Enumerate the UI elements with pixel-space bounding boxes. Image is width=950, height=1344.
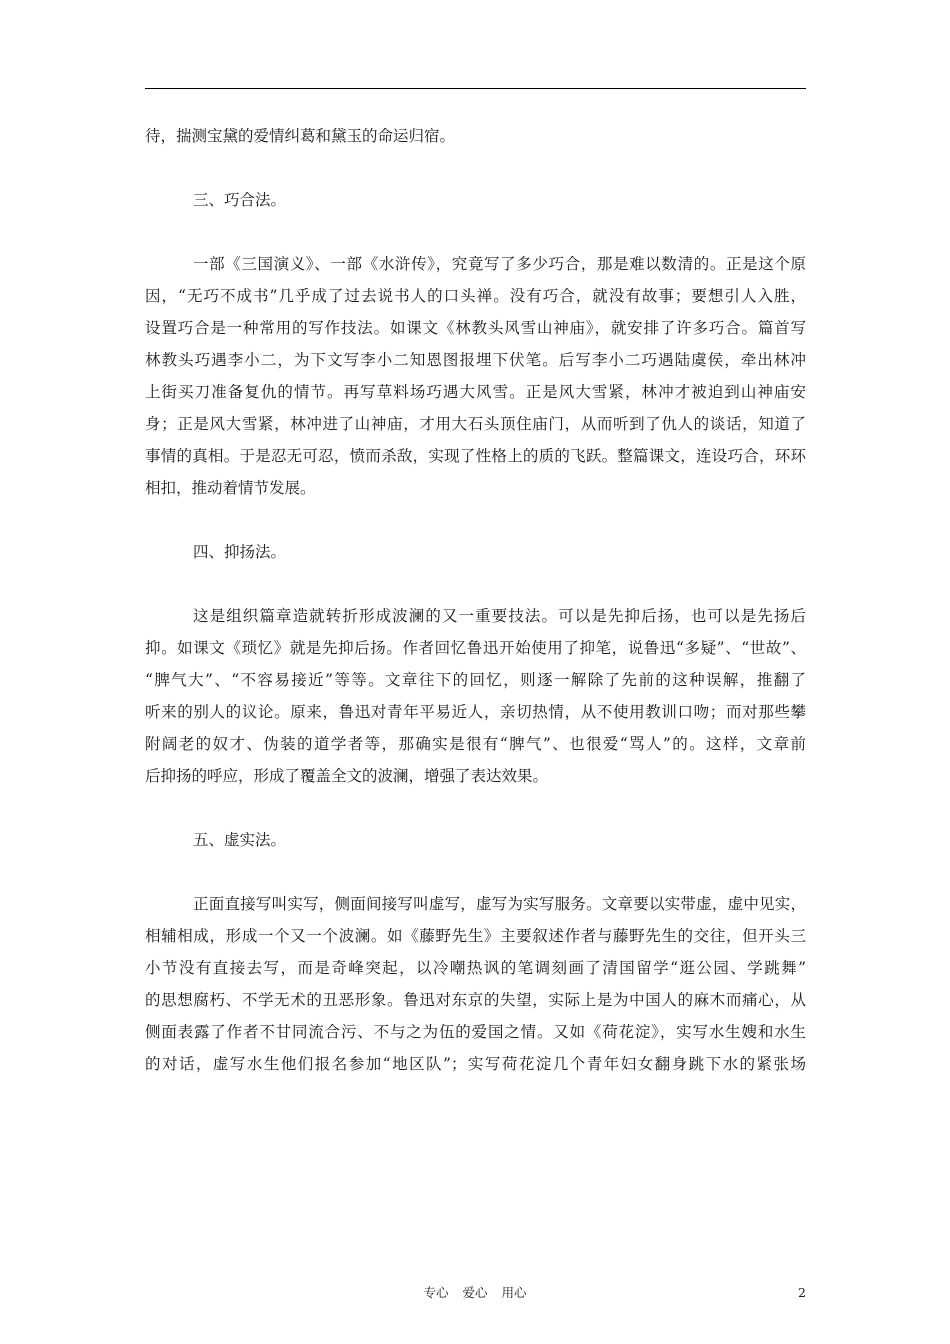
body-text-line: 后抑扬的呼应，形成了覆盖全文的波澜，增强了表达效果。 — [145, 767, 549, 785]
body-text-line: 侧面表露了作者不甘同流合污、不与之为伍的爱国之情。又如《荷花淀》，实写水生嫂和水生 — [145, 1023, 806, 1041]
body-text-line: 因，“无巧不成书”几乎成了过去说书人的口头禅。没有巧合，就没有故事；要想引人入胜， — [145, 287, 806, 305]
body-text-line: 听来的别人的议论。原来，鲁迅对青年平易近人，亲切热情，从不使用教训口吻；而对那些攀 — [145, 703, 806, 721]
body-text-line: 待，揣测宝黛的爱情纠葛和黛玉的命运归宿。 — [145, 127, 456, 145]
body-text-line: 林教头巧遇李小二，为下文写李小二知恩图报埋下伏笔。后写李小二巧遇陆虞侯，牵出林冲 — [145, 351, 806, 369]
body-text-line: 身；正是风大雪紧，林冲进了山神庙，才用大石头顶住庙门，从而听到了仇人的谈话，知道了 — [145, 415, 806, 433]
document-body — [145, 120, 806, 1080]
paragraph-gap — [145, 792, 806, 824]
body-text-line: 上街买刀准备复仇的情节。再写草料场巧遇大风雪。正是风大雪紧，林冲才被迫到山神庙安 — [145, 383, 806, 401]
page-number: 2 — [798, 1285, 806, 1300]
paragraph-gap — [145, 216, 806, 248]
footer-slogan: 专心 爱心 用心 — [423, 1285, 527, 1300]
section-heading: 三、巧合法。 — [193, 191, 287, 209]
body-text-line: 设置巧合是一种常用的写作技法。如课文《林教头风雪山神庙》，就安排了许多巧合。篇首写 — [145, 319, 806, 337]
section-heading: 五、虚实法。 — [193, 831, 287, 849]
body-text-line: 相辅相成，形成一个又一个波澜。如《藤野先生》主要叙述作者与藤野先生的交往，但开头三 — [145, 927, 806, 945]
page-footer — [0, 1281, 950, 1305]
body-text-line: 小节没有直接去写，而是奇峰突起，以冷嘲热讽的笔调刻画了清国留学“逛公园、学跳舞” — [145, 959, 806, 977]
body-text-line: 相扣，推动着情节发展。 — [145, 479, 316, 497]
body-text-line: 正面直接写叫实写，侧面间接写叫虚写，虚写为实写服务。文章要以实带虚，虚中见实， — [193, 895, 806, 913]
paragraph-gap — [145, 152, 806, 184]
body-text-line: 事情的真相。于是忍无可忍，愤而杀敌，实现了性格上的质的飞跃。整篇课文，连设巧合，环环 — [145, 447, 806, 465]
body-text-line: 附阔老的奴才、伪装的道学者等，那确实是很有“脾气”、也很爱“骂人”的。这样，文章前 — [145, 735, 806, 753]
paragraph-gap — [145, 568, 806, 600]
body-text-line: 的思想腐朽、不学无术的丑恶形象。鲁迅对东京的失望，实际上是为中国人的麻木而痛心，从 — [145, 991, 806, 1009]
body-text-line: 的对话，虚写水生他们报名参加“地区队”；实写荷花淀几个青年妇女翻身跳下水的紧张场 — [145, 1055, 806, 1073]
header-rule — [145, 88, 806, 89]
paragraph-gap — [145, 504, 806, 536]
body-text-line: “脾气大”、“不容易接近”等等。文章往下的回忆，则逐一解除了先前的这种误解，推翻了 — [145, 671, 806, 689]
paragraph-gap — [145, 856, 806, 888]
section-heading: 四、抑扬法。 — [193, 543, 287, 561]
body-text-line: 一部《三国演义》、一部《水浒传》，究竟写了多少巧合，那是难以数清的。正是这个原 — [193, 255, 806, 273]
body-text-line: 抑。如课文《琐忆》就是先抑后扬。作者回忆鲁迅开始使用了抑笔，说鲁迅“多疑”、“世故”、 — [145, 639, 806, 657]
body-text-line: 这是组织篇章造就转折形成波澜的又一重要技法。可以是先抑后扬，也可以是先扬后 — [193, 607, 806, 625]
